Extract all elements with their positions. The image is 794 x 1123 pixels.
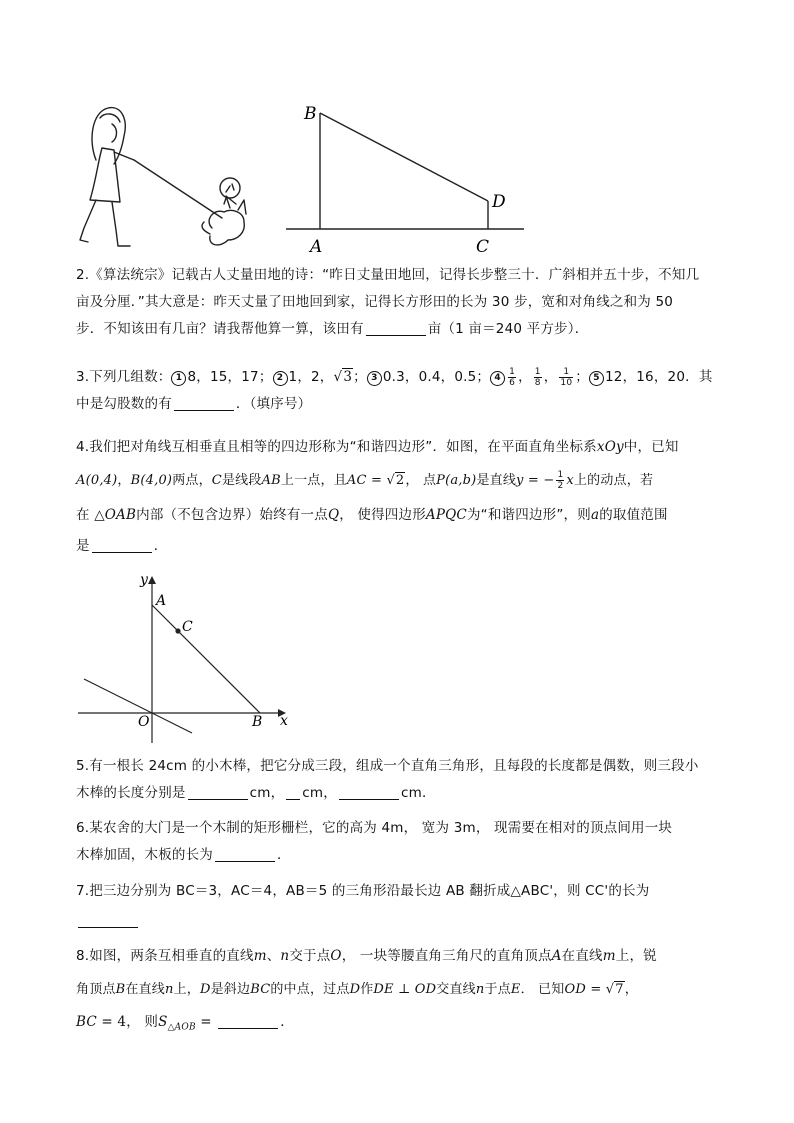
equals-sign: =: [195, 1014, 217, 1030]
sqrt-3-radicand: 3: [343, 369, 353, 385]
math-de-perp-od: DE ⊥ OD: [373, 982, 437, 997]
q4-text: 是直线: [476, 473, 517, 488]
math-subscript-aob: △AOB: [167, 1022, 196, 1033]
q8-text: 上，锐: [615, 948, 657, 964]
math-oab: OAB: [104, 507, 137, 523]
frac-den: 6: [509, 377, 516, 388]
q6-text: 木棒加固，木板的长为: [76, 847, 213, 863]
label-x: x: [280, 713, 288, 729]
q8-text: 上，: [173, 982, 200, 997]
equals-sign: =: [586, 982, 606, 997]
q8-text: = 4: [96, 1014, 127, 1030]
q8-line-3: [76, 1006, 724, 1045]
q8-text: ．: [280, 1014, 294, 1030]
fraction-1-10: [559, 367, 573, 388]
math-a: A: [551, 948, 562, 964]
q3-line-1: 3.下列几组数： 1 8，15，17； 2 1，2，√3； 3 0.3，0.4，0.5； 4 $\frac{1}{6}$ ， $\frac{1}{8}$ ， $\frac{1}{10}$ ； 5 12，16，20．其: [76, 366, 713, 388]
q6-line-1: 6.某农舍的大门是一个木制的矩形栅栏，它的高为 4m， 宽为 3m， 现需要在相对的顶点间用一块: [76, 820, 673, 836]
math-y: y: [516, 473, 524, 488]
circled-number-5: 5: [589, 371, 604, 386]
q8-text: ． 已知: [520, 982, 565, 997]
math-a: a: [590, 507, 600, 523]
q4-text: ， 点: [405, 473, 437, 488]
q4-text: 是: [76, 538, 90, 554]
math-o: O: [330, 948, 342, 964]
q3-group-2: 1，2，: [288, 369, 334, 385]
q2-line-1: 2.《算法统宗》记载古人丈量田地的诗：“昨日丈量田地回，记得长步整三十．广斜相并五十步，不知几: [76, 267, 700, 283]
q4-text: 上一点，且: [280, 473, 347, 488]
label-c: C: [476, 237, 490, 257]
frac-num: 1: [509, 366, 516, 377]
sqrt-2-radicand: 2: [395, 473, 405, 488]
q3-group-5: 12，16，20．其: [604, 369, 713, 385]
equals-sign: =: [366, 473, 387, 488]
q8-text: 在直线: [561, 948, 603, 964]
label-a: A: [310, 237, 323, 257]
q4-answer-blank[interactable]: [92, 538, 152, 553]
q5-line-1: 5.有一根长 24cm 的小木棒，把它分成三段，组成一个直角三角形，且每段的长度都是偶数，则三段小: [76, 758, 699, 774]
circled-number-3: 3: [367, 371, 382, 386]
point-c: [175, 628, 180, 633]
math-bc: BC: [250, 982, 271, 997]
q8-answer-blank[interactable]: [218, 1014, 278, 1029]
question-8: [76, 940, 724, 1045]
q5-answer-blank-2[interactable]: [286, 785, 300, 800]
math-xoy: xOy: [596, 439, 624, 455]
y-axis-arrow: [148, 576, 156, 584]
q4-text: ．: [153, 538, 168, 554]
sqrt-2: √2: [386, 473, 405, 488]
q4-line-1: [76, 430, 724, 464]
question-2: [76, 262, 724, 343]
circled-number-4: 4: [490, 371, 505, 386]
q2-line-2: 亩及分厘．”其大意是：昨天丈量了田地回到家，记得长方形田的长为 30 步，宽和对角线之和为 50: [76, 294, 674, 310]
frac-den: 8: [534, 377, 541, 388]
q4-text: 在 △: [76, 507, 105, 523]
q4-line-1-tail: 中，已知: [623, 439, 679, 455]
q8-text: 的中点，过点: [270, 982, 350, 997]
q4-text: 内部（不包含边界）始终有一点: [136, 507, 328, 523]
q8-line-1: [76, 940, 724, 973]
math-n: n: [475, 982, 485, 997]
q8-text: 、: [266, 948, 281, 964]
math-od: OD: [564, 982, 586, 997]
q5-answer-blank-1[interactable]: [188, 785, 248, 800]
q8-text: ， 一块等腰直角三角尺的直角顶点: [341, 948, 552, 964]
coordinate-axes-figure: [74, 568, 296, 748]
q8-text: 角顶点: [76, 982, 116, 997]
math-n: n: [164, 982, 174, 997]
math-point-p: P(a,b): [436, 473, 477, 488]
q6-answer-blank[interactable]: [215, 847, 275, 862]
q7-line-2: [76, 906, 724, 936]
frac-den: 10: [560, 377, 573, 388]
fraction-1-8: [534, 367, 542, 388]
q3-line-2: [76, 391, 724, 418]
girl-walking-dog-illustration: [74, 100, 256, 258]
sqrt-3: √3: [333, 369, 353, 385]
math-point-a: A(0,4): [76, 473, 118, 488]
q3-intro: 3.下列几组数：: [76, 369, 172, 385]
q2-line-3-text: 步．不知该田有几亩？请我帮他算一算，该田有: [76, 321, 364, 337]
math-q: Q: [327, 507, 340, 523]
math-bc: BC: [76, 1014, 97, 1030]
math-ac: AC: [346, 473, 367, 488]
frac-num: 1: [557, 470, 564, 480]
math-ab: AB: [261, 473, 281, 488]
q8-line-2: [76, 973, 724, 1006]
question-3: [76, 364, 724, 418]
q8-text: 在直线: [125, 982, 165, 997]
right-triangle-figure: [282, 95, 526, 260]
q2-line-3-tail: 亩（1 亩＝240 平方步）．: [427, 321, 589, 337]
q4-line-2: [76, 464, 724, 498]
math-e: E: [510, 982, 521, 997]
q8-text: ， 则: [126, 1014, 159, 1030]
math-m: m: [602, 948, 616, 964]
q2-answer-blank[interactable]: [366, 321, 426, 336]
math-point-b: B(4,0): [130, 473, 173, 488]
q3-group-3: 0.3，0.4，0.5；: [382, 369, 491, 385]
sqrt-7-radicand: 7: [615, 982, 624, 997]
q4-text: 是线段: [221, 473, 262, 488]
q8-text: 8.如图，两条互相垂直的直线: [76, 948, 254, 964]
q4-line-3: [76, 498, 724, 532]
circled-number-2: 2: [273, 371, 288, 386]
q2-line-3: [76, 316, 724, 343]
question-4: [76, 430, 724, 560]
label-b: B: [304, 104, 317, 124]
q5-unit: cm，: [249, 785, 285, 801]
q4-sep: ，: [117, 473, 131, 488]
math-s: S: [158, 1014, 168, 1030]
q8-text: 交于点: [289, 948, 331, 964]
frac-num: 1: [559, 367, 573, 378]
label-a: A: [156, 593, 167, 609]
q3-group-1: 8，15，17；: [187, 369, 273, 385]
q5-unit: cm．: [400, 785, 436, 801]
q4-text: ， 使得四边形: [339, 507, 426, 523]
q4-text: 上的动点，若: [573, 473, 654, 488]
q8-text: 于点: [484, 982, 511, 997]
q5-text: 木棒的长度分别是: [76, 785, 186, 801]
math-b: B: [115, 982, 126, 997]
q8-text: ，: [624, 982, 638, 997]
q5-answer-blank-3[interactable]: [339, 785, 399, 800]
equals-minus: = −: [523, 473, 555, 488]
math-d: D: [199, 982, 211, 997]
sqrt-7: √7: [605, 982, 624, 997]
q3-line-2-text: 中是勾股数的有: [76, 396, 172, 412]
q7-answer-blank[interactable]: [78, 913, 138, 928]
frac-den: 2: [557, 481, 564, 491]
q5-unit: cm，: [302, 785, 337, 801]
math-x: x: [566, 473, 574, 488]
q6-line-2: [76, 842, 724, 869]
question-5: [76, 753, 724, 807]
label-y: y: [140, 572, 148, 588]
q6-text: ．: [277, 847, 291, 863]
fraction-1-6: [508, 367, 516, 388]
circled-number-1: 1: [171, 371, 186, 386]
segment-bd: [320, 113, 488, 201]
q3-line-2-tail: ．（填序号）: [235, 396, 312, 412]
label-o: O: [138, 714, 150, 730]
label-b: B: [252, 714, 263, 730]
math-m: m: [253, 948, 267, 964]
q8-text: 交直线: [436, 982, 476, 997]
q3-answer-blank[interactable]: [174, 396, 234, 411]
q7-line-1: 7.把三边分别为 BC＝3，AC＝4，AB＝5 的三角形沿最长边 AB 翻折成△ABC'，则 CC'的长为: [76, 883, 650, 899]
q4-text: 两点，: [172, 473, 212, 488]
label-c: C: [182, 619, 193, 635]
q8-text: 作: [360, 982, 374, 997]
math-d: D: [349, 982, 361, 997]
q4-line-4: [76, 532, 724, 560]
math-c: C: [211, 473, 222, 488]
math-apqc: APQC: [425, 507, 467, 523]
q4-text: 的取值范围: [599, 507, 668, 523]
math-n: n: [280, 948, 290, 964]
q4-line-1-text: 4.我们把对角线互相垂直且相等的四边形称为“和谐四边形”．如图，在平面直角坐标系: [76, 439, 597, 455]
frac-num: 1: [534, 366, 541, 377]
question-6: [76, 815, 724, 869]
q5-line-2: [76, 780, 724, 807]
fraction-1-2: [556, 470, 564, 491]
label-d: D: [492, 192, 506, 212]
q8-text: 是斜边: [210, 982, 251, 997]
question-7: [76, 876, 724, 936]
q4-text: 为“和谐四边形”，则: [466, 507, 591, 523]
segment-ab: [152, 605, 260, 713]
